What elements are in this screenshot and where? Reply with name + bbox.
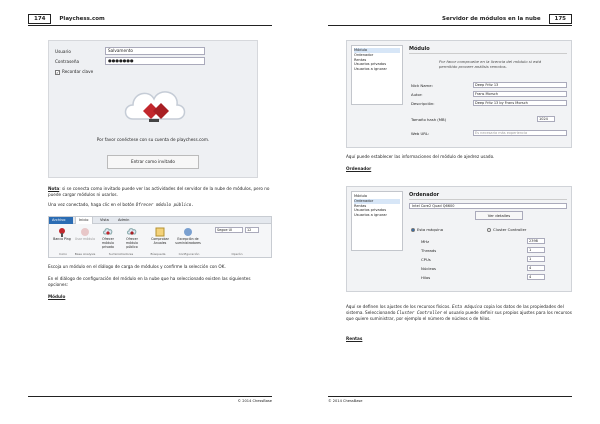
- cpus-label: CPUs: [421, 257, 431, 262]
- cloud-public-icon: [127, 227, 137, 237]
- password-input[interactable]: ●●●●●●●: [105, 57, 205, 65]
- modulo-caption: Aquí puede establecer las informaciones del módulo de ajedrez usado.: [346, 154, 495, 159]
- login-screenshot: [48, 40, 258, 178]
- group-inicio: Inicio: [59, 252, 67, 256]
- engine-icon: [80, 227, 90, 237]
- nav-usuarios-privados-2[interactable]: Usuarios privados: [354, 208, 387, 213]
- left-page-number: 174: [28, 14, 51, 24]
- nav-modulo[interactable]: Módulo: [354, 48, 400, 53]
- radio-off-icon: [487, 228, 491, 232]
- mhz-label: MHz: [421, 239, 430, 244]
- tab-vista[interactable]: Vista: [100, 218, 109, 222]
- processor-field: Intel Core2 Quad Q6600: [409, 203, 567, 209]
- nav-ordenador[interactable]: Ordenador: [354, 52, 374, 57]
- group-base: Base Analysis: [74, 252, 96, 256]
- ping-icon: [57, 227, 67, 237]
- size-select[interactable]: 12: [245, 227, 259, 233]
- ordenador-nav-list: [351, 191, 403, 251]
- group-operon: Operón: [231, 252, 243, 256]
- section-modulo-title: Módulo: [48, 294, 66, 299]
- guest-login-button[interactable]: Entrar como invitado: [107, 155, 199, 169]
- tab-admin[interactable]: Admin: [118, 218, 130, 222]
- cpus-input[interactable]: 1: [527, 256, 545, 262]
- user-input[interactable]: Salvamento: [105, 47, 205, 55]
- section-divider-2: [409, 199, 567, 200]
- right-footer: © 2014 ChessBase: [328, 396, 572, 404]
- description-input[interactable]: Deep Fritz 13 by Frans Morsch: [473, 100, 567, 106]
- modulo-nav-list: [351, 45, 403, 105]
- tab-archivo[interactable]: Archivo: [49, 217, 73, 224]
- font-select[interactable]: Segoe UI: [215, 227, 243, 233]
- details-button[interactable]: Ver detalles: [475, 211, 523, 220]
- password-label: Contraseña: [55, 59, 80, 64]
- radio-on-icon: [411, 228, 415, 232]
- threads-input[interactable]: 1: [527, 247, 545, 253]
- nav-ordenador-2[interactable]: Ordenador: [354, 199, 400, 204]
- description-label: Descripción:: [411, 101, 435, 106]
- modulo-section-title: Módulo: [409, 46, 430, 52]
- nav-usuarios-privados[interactable]: Usuarios privados: [354, 62, 387, 67]
- nav-usuarios-ignorar-2[interactable]: Usuarios a ignorar: [354, 213, 387, 218]
- right-page: [300, 0, 600, 424]
- author-label: Autor:: [411, 92, 423, 97]
- user-label: Usuario: [55, 49, 71, 54]
- note-text: : si se conecta como invitado puede ver las actividades del servidor de la nube de módulos, pero no puede cargar módulos ni usarlos.: [48, 186, 270, 198]
- ribbon-offer-public-button[interactable]: Ofrecer módulo público: [121, 227, 143, 249]
- connected-code: Ofrecer módulo público.: [135, 202, 194, 207]
- check-icon: [155, 227, 165, 237]
- group-suministradores: Suministradores: [108, 252, 134, 256]
- mhz-input[interactable]: 2398: [527, 238, 545, 244]
- ribbon-screenshot: [48, 216, 272, 258]
- exception-icon: [183, 227, 193, 237]
- tab-inicio[interactable]: Inicio: [75, 217, 93, 224]
- hash-input[interactable]: 1024: [537, 116, 555, 122]
- ribbon-exception-button[interactable]: Excepción de suministradores: [173, 227, 203, 246]
- hilos-label: Hilos: [421, 275, 431, 280]
- ordenador-dialog-screenshot: [346, 186, 572, 292]
- hilos-input[interactable]: 4: [527, 274, 545, 280]
- remember-checkbox[interactable]: [55, 69, 93, 75]
- remember-label: Recordar clave: [62, 69, 94, 74]
- section-ordenador-title: Ordenador: [346, 166, 372, 171]
- section-divider: [409, 53, 567, 54]
- nav-modulo-2[interactable]: Módulo: [354, 194, 368, 198]
- hash-label: Tamaño hash (MB): [411, 117, 447, 122]
- threads-label: Threads: [421, 248, 437, 253]
- ribbon-check-button[interactable]: Comprobar Anuales: [149, 227, 171, 246]
- right-header: [328, 14, 572, 26]
- license-message: Por favor compruebe en la licencia del módulo si está permitido proveer análisis remotos.: [439, 59, 542, 69]
- cloud-private-icon: [103, 227, 113, 237]
- radio-this-machine[interactable]: Esta máquina: [411, 227, 443, 232]
- cores-input[interactable]: 4: [527, 265, 545, 271]
- group-busqueda: Búsqueda: [150, 252, 166, 256]
- right-header-title: Servidor de módulos en la nube: [442, 16, 541, 22]
- ribbon-tabs: [49, 217, 271, 224]
- right-page-number: 175: [549, 14, 572, 24]
- ordenador-section-title: Ordenador: [409, 192, 440, 198]
- section-rentas-title: Rentas: [346, 336, 363, 341]
- modulo-dialog-screenshot: [346, 40, 572, 148]
- nav-rentas[interactable]: Rentas: [354, 57, 367, 62]
- cloud-chess-icon: [119, 79, 189, 131]
- left-header-title: Playchess.com: [59, 16, 105, 22]
- login-message: Por favor conéctese con su cuenta de playchess.com.: [96, 137, 210, 142]
- nick-label: Nick Name:: [411, 83, 433, 88]
- group-configuracion: Configuración: [178, 252, 200, 256]
- author-input[interactable]: Frans Morsch: [473, 91, 567, 97]
- ordenador-caption: Aquí se definen los ajustes de los recursos físicos. Esta máquina copia los datos de las propiedades del sistema. Seleccionando Cluster Controller el usuario puede definir sus propios ajustes para los recursos que quiere suministrar, por ejemplo el número de núcleos o de hilos.: [346, 304, 572, 322]
- ribbon-use-engine-button[interactable]: Usar módulo: [74, 227, 96, 242]
- note-paragraph: [48, 186, 270, 198]
- connected-paragraph: [48, 202, 270, 208]
- radio-cluster[interactable]: Cluster Controller: [487, 227, 526, 232]
- nav-rentas-2[interactable]: Rentas: [354, 203, 367, 208]
- weburl-input[interactable]: Es necesaria más experiencia: [473, 130, 567, 136]
- nav-usuarios-ignorar[interactable]: Usuarios a ignorar: [354, 67, 387, 72]
- ribbon-offer-private-button[interactable]: Ofrecer módulo privado: [97, 227, 119, 249]
- weburl-label: Web URL:: [411, 131, 430, 136]
- connected-text: Una vez conectado, haga clic en el botón: [48, 202, 135, 207]
- note-title: Nota: [48, 186, 60, 191]
- cores-label: Núcleos: [421, 266, 437, 271]
- ribbon-ping-button[interactable]: Banco Ping: [51, 227, 73, 242]
- dialog-paragraph: En el diálogo de configuración del módulo en la nube que ha seleccionado existen las siguientes opciones:: [48, 276, 251, 288]
- choose-paragraph: Escoja un módulo en el diálogo de carga de módulos y confirme la selección con OK.: [48, 264, 226, 269]
- left-header: [28, 14, 272, 26]
- left-footer: © 2014 ChessBase: [28, 396, 272, 404]
- nick-input[interactable]: Deep Fritz 13: [473, 82, 567, 88]
- checkmark-icon: ✓: [56, 69, 60, 75]
